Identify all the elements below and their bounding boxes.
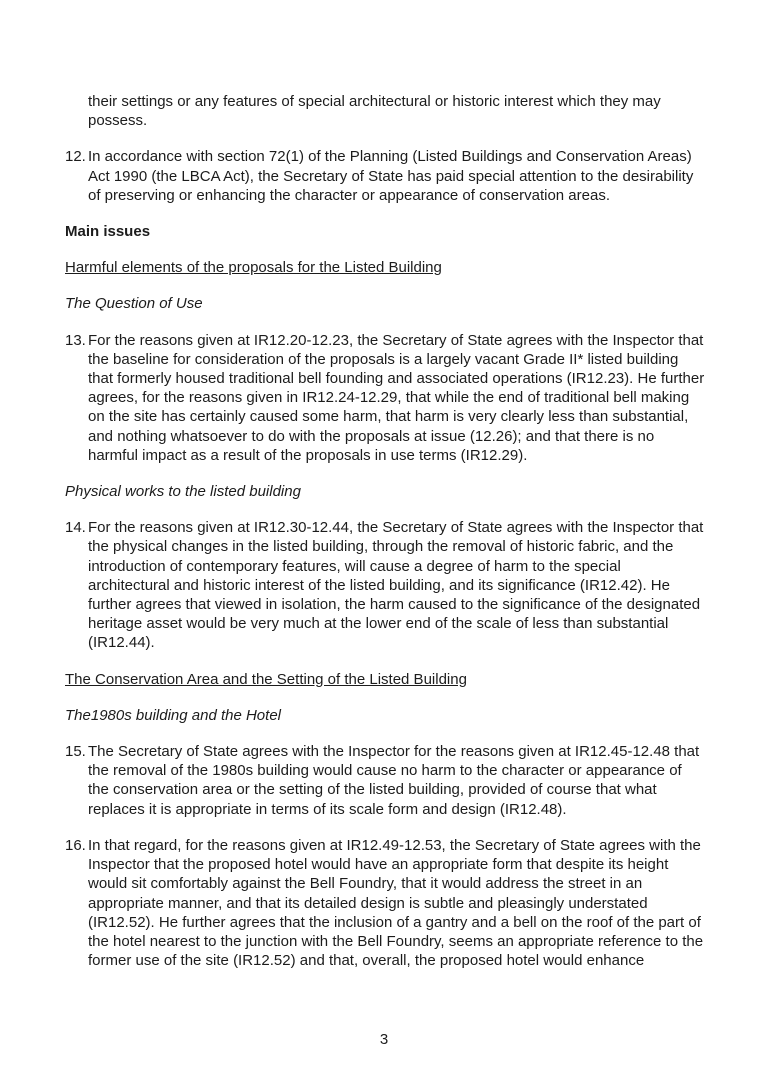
paragraph-13 — [65, 331, 706, 465]
document-content — [65, 92, 706, 987]
paragraph-15 — [65, 742, 706, 819]
heading-physical-works: Physical works to the listed building — [65, 483, 301, 501]
paragraph-16 — [65, 836, 706, 970]
paragraph-16-number: 16. — [65, 836, 86, 854]
paragraph-15-text: The Secretary of State agrees with the Inspector for the reasons given at IR12.45-12.48 that the removal of the 1980s building would cause no harm to the character or appearance of the conservation area or the setting of the listed building, provided of course that what replaces it is appropriate in terms of its scale form and design (IR12.48). — [88, 743, 700, 818]
paragraph-12 — [65, 147, 706, 205]
page-number: 3 — [379, 1031, 389, 1048]
paragraph-13-text: For the reasons given at IR12.20-12.23, the Secretary of State agrees with the Inspector that the baseline for consideration of the proposals is a largely vacant Grade II* listed building that formerly housed traditional bell founding and associated operations (IR12.23). He further agrees, for the reasons given in IR12.24-12.29, that while the end of traditional bell making on the site has certainly caused some harm, that harm is very clearly less than substantial, and nothing whatsoever to do with the proposals at issue (12.26); and that there is no harmful impact as a result of the proposals in use terms (IR12.29). — [88, 331, 705, 464]
paragraph-14-text: For the reasons given at IR12.30-12.44, the Secretary of State agrees with the Inspector that the physical changes in the listed building, through the removal of historic fabric, and the introduction of contemporary features, will cause a degree of harm to the special architectural and historic interest of the listed building, and its significance (IR12.42). He further agrees that viewed in isolation, the harm caused to the significance of the designated heritage asset would be very much at the lower end of the scale of less than substantial (IR12.44). — [88, 519, 704, 652]
heading-main-issues: Main issues — [65, 223, 151, 241]
paragraph-14-number: 14. — [65, 519, 86, 537]
paragraph-11-continuation: their settings or any features of special architectural or historic interest which they may possess. — [88, 93, 661, 130]
paragraph-14 — [65, 518, 706, 652]
heading-conservation-area: The Conservation Area and the Setting of the Listed Building — [65, 670, 467, 688]
heading-question-of-use: The Question of Use — [65, 295, 203, 313]
heading-harmful-elements: Harmful elements of the proposals for the Listed Building — [65, 259, 442, 277]
paragraph-13-number: 13. — [65, 331, 86, 349]
heading-1980s-building-hotel: The1980s building and the Hotel — [65, 706, 281, 724]
paragraph-12-number: 12. — [65, 148, 86, 166]
paragraph-16-text: In that regard, for the reasons given at IR12.49-12.53, the Secretary of State agrees with the Inspector that the proposed hotel would have an appropriate form that despite its height would sit comfortably against the Bell Foundry, that it would address the street in an appropriate manner, and that its detailed design is subtle and pleasingly understated (IR12.52). He further agrees that the inclusion of a gantry and a bell on the roof of the part of the hotel nearest to the junction with the Bell Foundry, seems an appropriate reference to the former use of the site (IR12.52) and that, overall, the proposed hotel would enhance — [88, 836, 704, 970]
paragraph-15-number: 15. — [65, 743, 86, 761]
paragraph-12-text: In accordance with section 72(1) of the Planning (Listed Buildings and Conservation Areas) Act 1990 (the LBCA Act), the Secretary of State has paid special attention to the desirability of preserving or enhancing the character or appearance of conservation areas. — [88, 148, 694, 204]
